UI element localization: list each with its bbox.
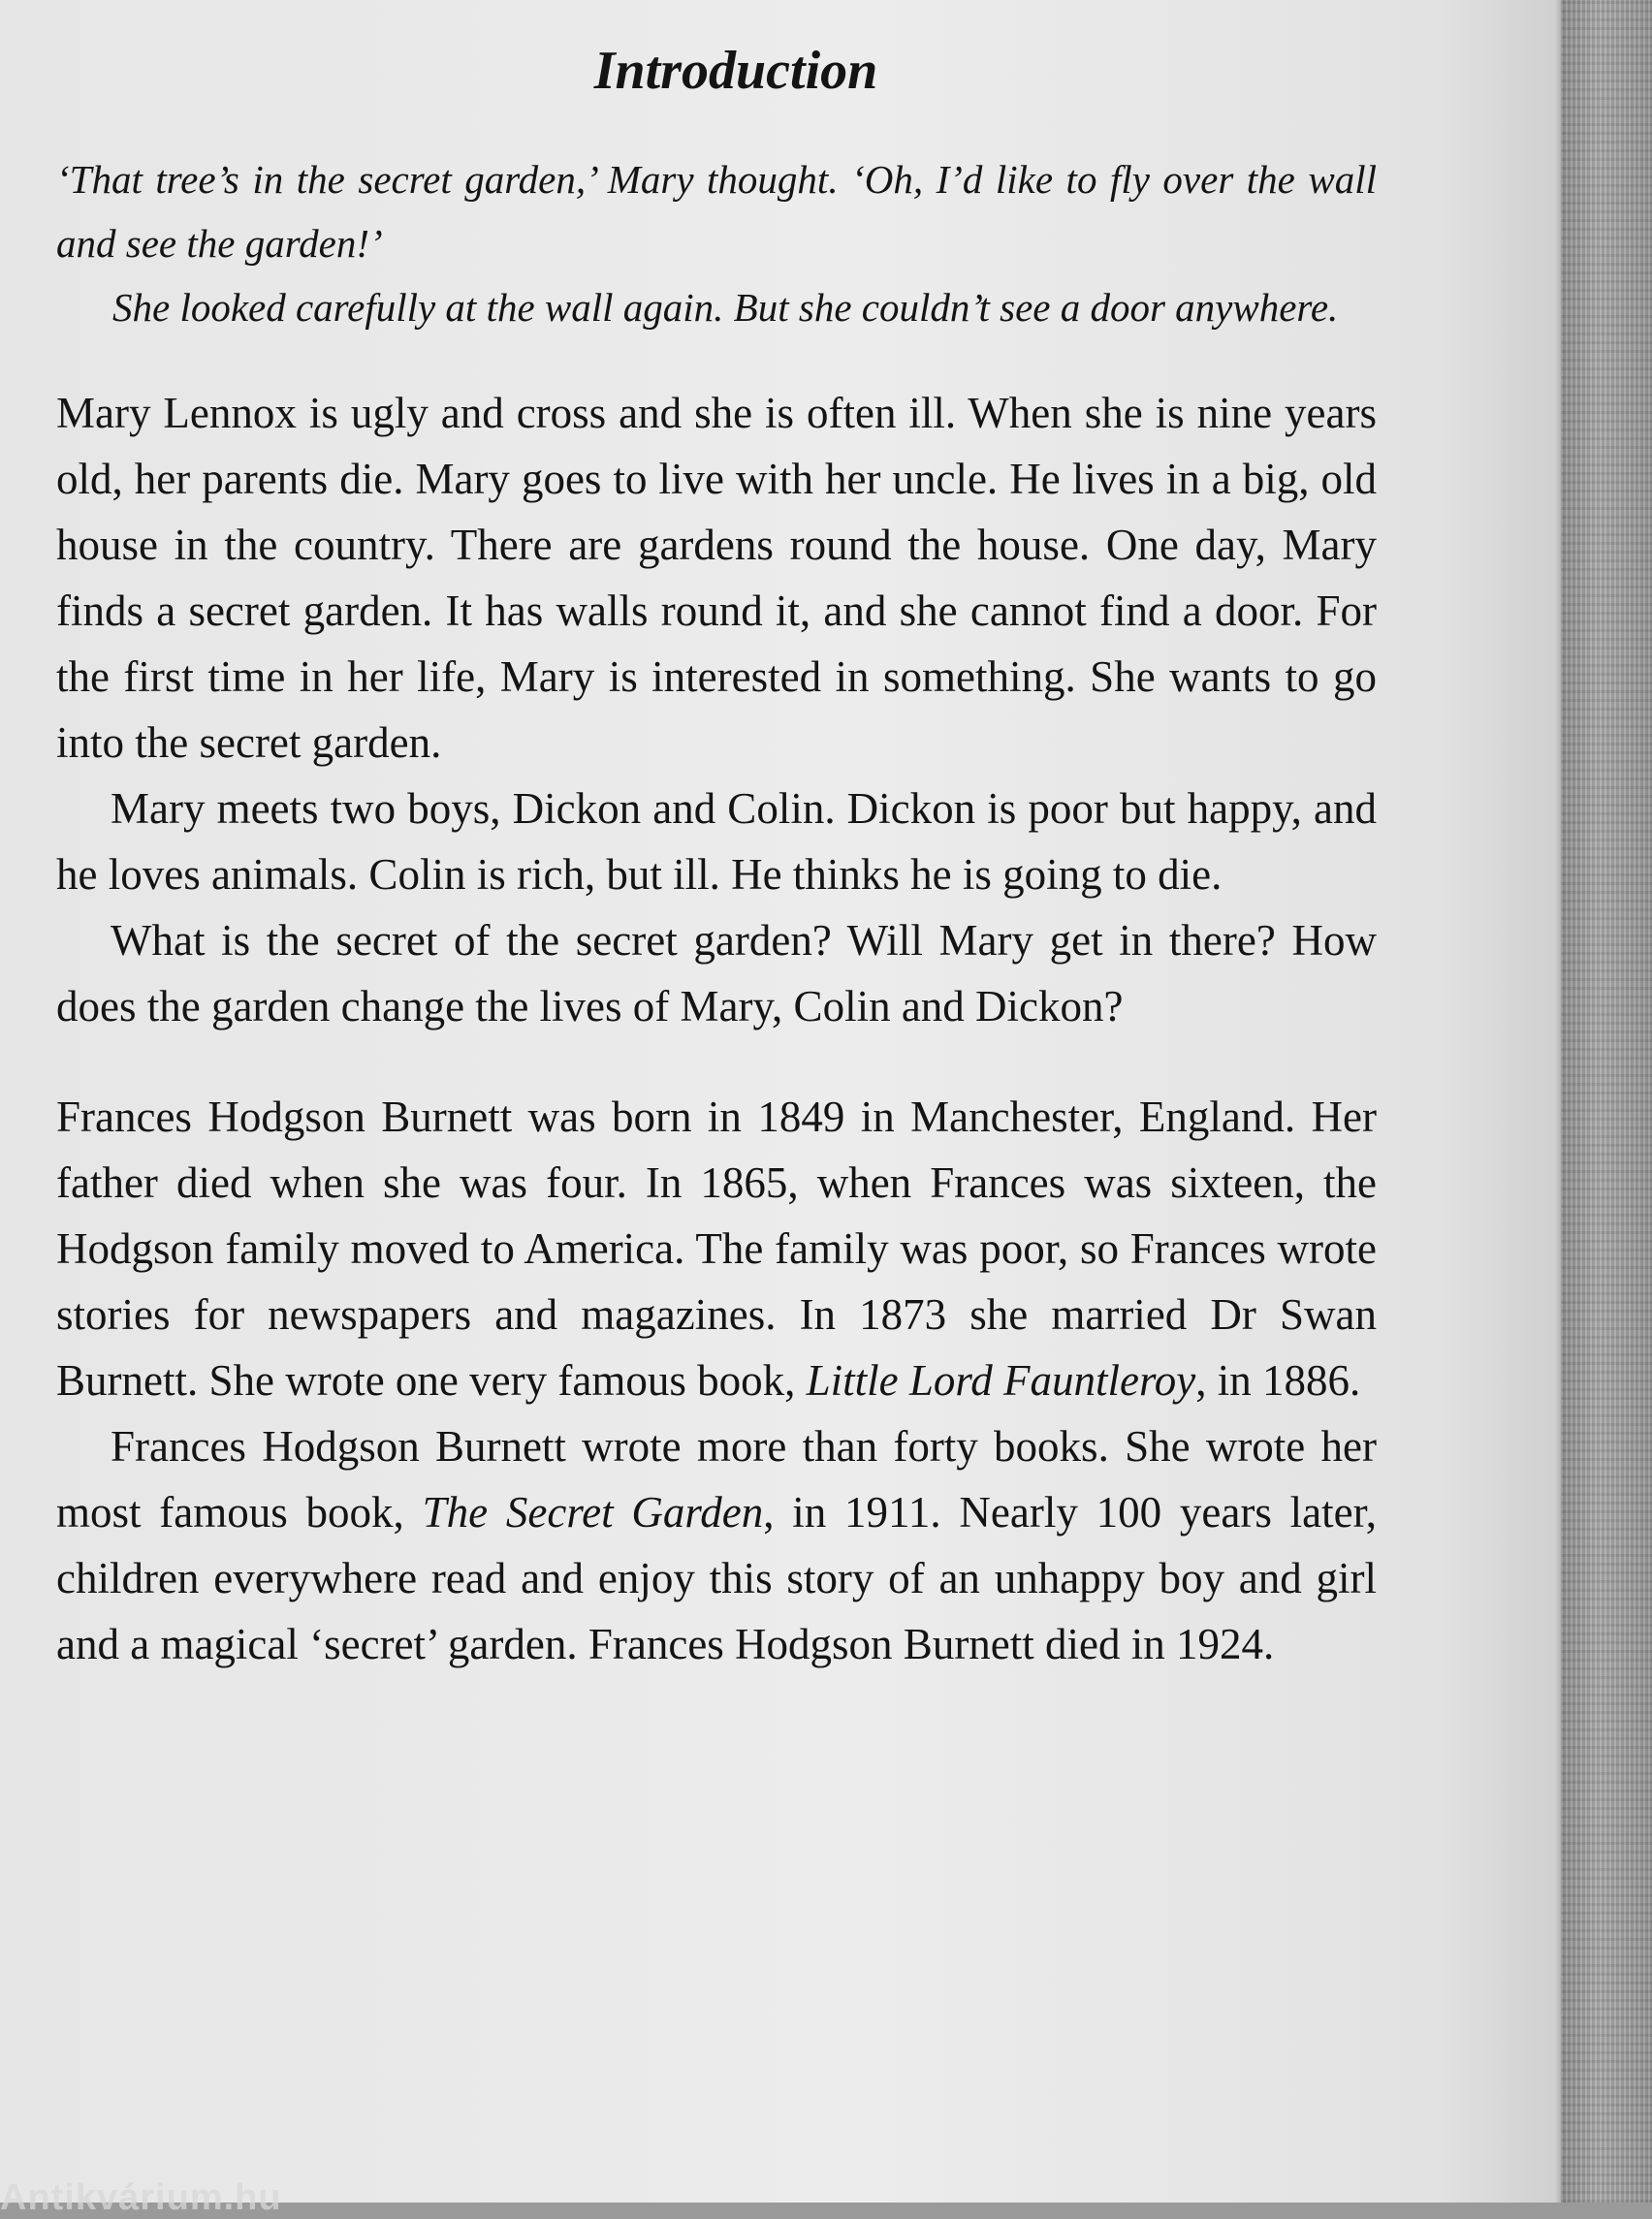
book-title-little-lord-fauntleroy: Little Lord Fauntleroy (806, 1356, 1196, 1405)
summary-paragraph-2: Mary meets two boys, Dickon and Colin. Dickon is poor but happy, and he loves animals. Colin is rich, but ill. He thinks he is going to die. (56, 784, 1377, 899)
book-binding (1561, 0, 1652, 2203)
author-paragraph-1 (56, 1084, 1377, 1413)
page-text (56, 37, 1377, 1677)
story-summary (56, 380, 1377, 1039)
summary-paragraph-1: Mary Lennox is ugly and cross and she is often ill. When she is nine years old, her parents die. Mary goes to live with her uncle. He lives in a big, old house in the country. There are gardens round the house. One day, Mary finds a secret garden. It has walls round it, and she cannot find a door. For the first time in her life, Mary is interested in something. She wants to go into the secret garden. (56, 389, 1377, 767)
excerpt-paragraph-1: ‘That tree’s in the secret garden,’ Mary thought. ‘Oh, I’d like to fly over the wall and see the garden!’ (56, 157, 1377, 266)
summary-paragraph-3: What is the secret of the secret garden? Will Mary get in there? How does the garden change the lives of Mary, Colin and Dickon? (56, 916, 1377, 1030)
book-title-the-secret-garden: The Secret Garden (422, 1488, 764, 1537)
author-p1-end: , in 1886. (1195, 1356, 1361, 1405)
author-p2-end: , in 1911. Nearly 100 years later, children everywhere read and enjoy this story of an unhappy boy and girl and a magical ‘secret’ garden. Frances Hodgson Burnett died in 1924. (56, 1488, 1378, 1668)
story-excerpt (56, 147, 1377, 339)
author-biography (56, 1084, 1377, 1677)
author-p1-text: Frances Hodgson Burnett was born in 1849 in Manchester, England. Her father died when she was four. In 1865, when Frances was sixteen, the Hodgson family moved to America. The family was poor, so Frances wrote stories for newspapers and magazines. In 1873 she married Dr Swan Burnett. She wrote one very famous book, (56, 1093, 1377, 1405)
page-title: Introduction (593, 41, 878, 101)
excerpt-paragraph-2: She looked carefully at the wall again. But she couldn’t see a door anywhere. (112, 285, 1339, 330)
watermark: Antikvárium.hu (0, 2177, 282, 2218)
author-paragraph-2 (56, 1413, 1377, 1677)
author-p2-text: Frances Hodgson Burnett wrote more than forty books. She wrote her most famous book, (56, 1422, 1377, 1537)
